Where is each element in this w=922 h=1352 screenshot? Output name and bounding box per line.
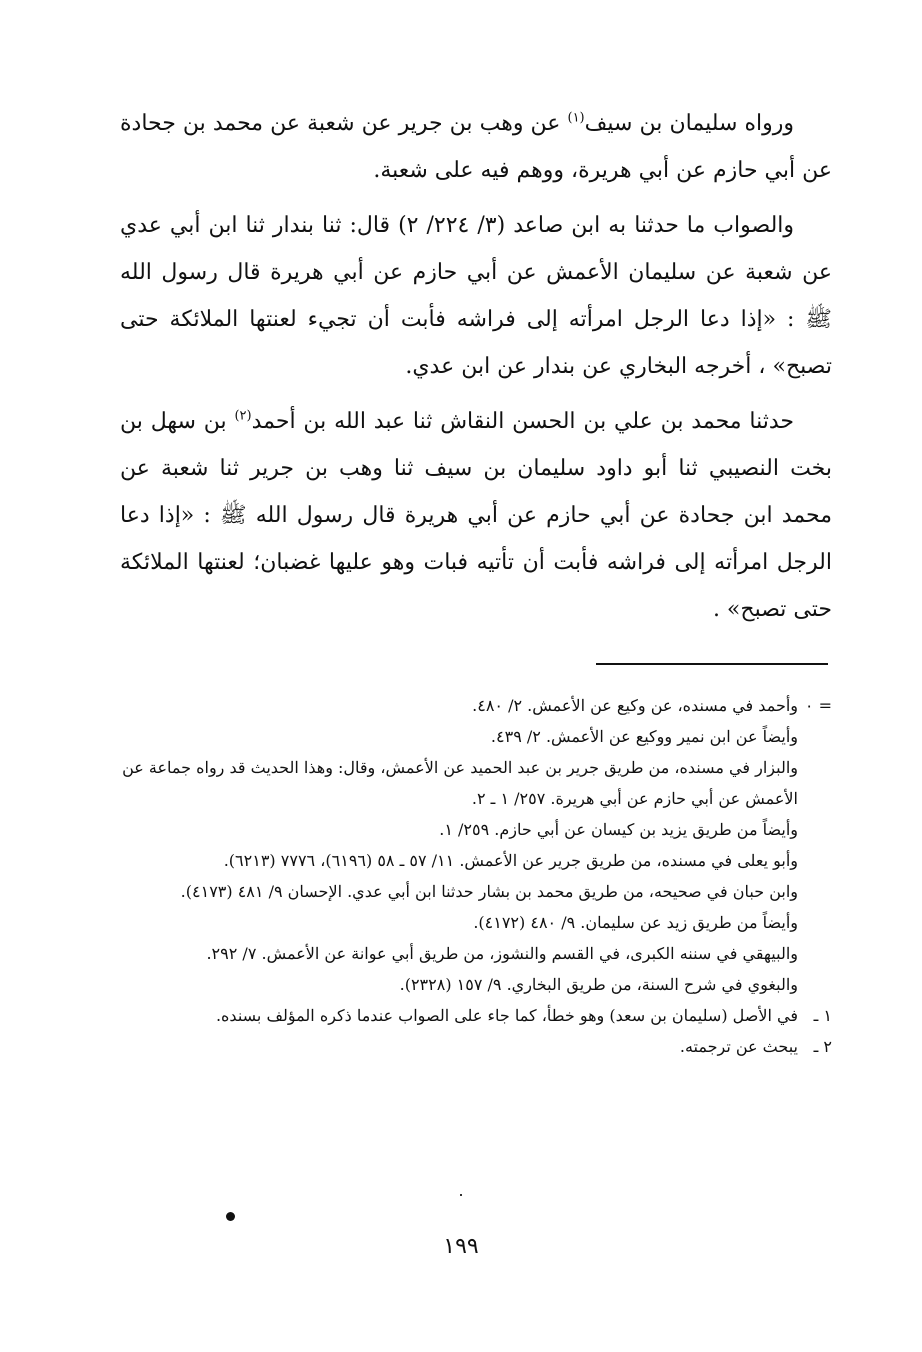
footnote-continued-item: [120, 907, 832, 938]
paragraph-1: [120, 100, 832, 194]
footnote-separator: [596, 663, 828, 665]
footnote-line: والبغوي في شرح السنة، من طريق البخاري. ٩/ ١٥٧ (٢٣٢٨).: [399, 975, 798, 994]
footnote-1: [120, 1000, 832, 1031]
paragraph-3-part-a: حدثنا محمد بن علي بن الحسن النقاش ثنا عبد الله بن أحمد: [251, 409, 794, 434]
footnote-line: وأيضاً عن ابن نمير ووكيع عن الأعمش. ٢/ ٤٣٩.: [490, 727, 798, 746]
footnote-continued-item: [120, 814, 832, 845]
footnote-line: وأيضاً من طريق زيد عن سليمان. ٩/ ٤٨٠ (٤١٧٢).: [473, 913, 798, 932]
print-speck: [460, 1194, 462, 1196]
paragraph-2: والصواب ما حدثنا به ابن صاعد (٣/ ٢٢٤/ ٢) قال: ثنا بندار ثنا ابن أبي عدي عن شعبة عن سليمان الأعمش عن أبي حازم عن أبي هريرة قال رسول الله ﷺ : «إذا دعا الرجل امرأته إلى فراشه فأبت أن تجيء لعنتها الملائكة حتى تصبح» ، أخرجه البخاري عن بندار عن ابن عدي.: [120, 213, 832, 379]
footnote-continued-item: [120, 938, 832, 969]
footnotes: [120, 690, 832, 1062]
footnote-2-marker: ٢ ـ: [813, 1037, 832, 1056]
footnote-2-text: يبحث عن ترجمته.: [679, 1037, 798, 1056]
footnote-ref-1: (١): [567, 110, 585, 126]
footnote-1-text: في الأصل (سليمان بن سعد) وهو خطأ، كما جاء على الصواب عندما ذكره المؤلف بسنده.: [215, 1006, 798, 1025]
footnote-continued-item: [120, 690, 832, 721]
paragraph-1-part-a: ورواه سليمان بن سيف: [584, 111, 795, 136]
footnote-continued-item: [120, 721, 832, 752]
main-text: [120, 100, 832, 641]
footnote-line: وابن حبان في صحيحه، من طريق محمد بن بشار حدثنا ابن أبي عدي. الإحسان ٩/ ٤٨١ (٤١٧٣).: [180, 882, 798, 901]
footnote-line: وأبو يعلى في مسنده، من طريق جرير عن الأعمش. ١١/ ٥٧ ـ ٥٨ (٦١٩٦)، ٧٧٧٦ (٦٢١٣).: [223, 851, 798, 870]
footnote-line: وأيضاً من طريق يزيد بن كيسان عن أبي حازم. ٢٥٩/ ١.: [439, 820, 798, 839]
footnote-continued-item: [120, 752, 832, 814]
paragraph-1-part-b: عن وهب بن جرير عن شعبة عن محمد بن جحادة عن أبي حازم عن أبي هريرة، ووهم فيه على شعبة.: [120, 111, 832, 183]
paragraph-3-part-b: بن سهل بن بخت النصيبي ثنا أبو داود سليمان بن سيف ثنا وهب بن جرير ثنا شعبة عن محمد ابن جحادة عن أبي حازم عن أبي هريرة قال رسول الله ﷺ : «إذا دعا الرجل امرأته إلى فراشه فأبت أن تأتيه فبات وهو عليها غضبان؛ لعنتها الملائكة حتى تصبح» .: [120, 409, 832, 622]
footnote-continued-item: [120, 845, 832, 876]
continuation-marker: = ٠: [804, 696, 832, 715]
ink-dot: [226, 1212, 235, 1221]
page-number: ١٩٩: [443, 1234, 479, 1259]
footnote-continued-item: [120, 969, 832, 1000]
footnote-ref-2: (٢): [234, 408, 252, 424]
footnote-continued-item: [120, 876, 832, 907]
footnote-line: والبيهقي في سننه الكبرى، في القسم والنشوز، من طريق أبي عوانة عن الأعمش. ٧/ ٢٩٢.: [206, 944, 798, 963]
footnote-line: وأحمد في مسنده، عن وكيع عن الأعمش. ٢/ ٤٨٠.: [472, 696, 798, 715]
footnote-1-marker: ١ ـ: [813, 1006, 832, 1025]
paragraph-3: [120, 398, 832, 633]
footnote-line: والبزار في مسنده، من طريق جرير بن عبد الحميد عن الأعمش، وقال: وهذا الحديث قد رواه جماعة عن الأعمش عن أبي حازم عن أبي هريرة. ٢٥٧/ ١ ـ ٢.: [122, 758, 798, 808]
footnote-2: [120, 1031, 832, 1062]
